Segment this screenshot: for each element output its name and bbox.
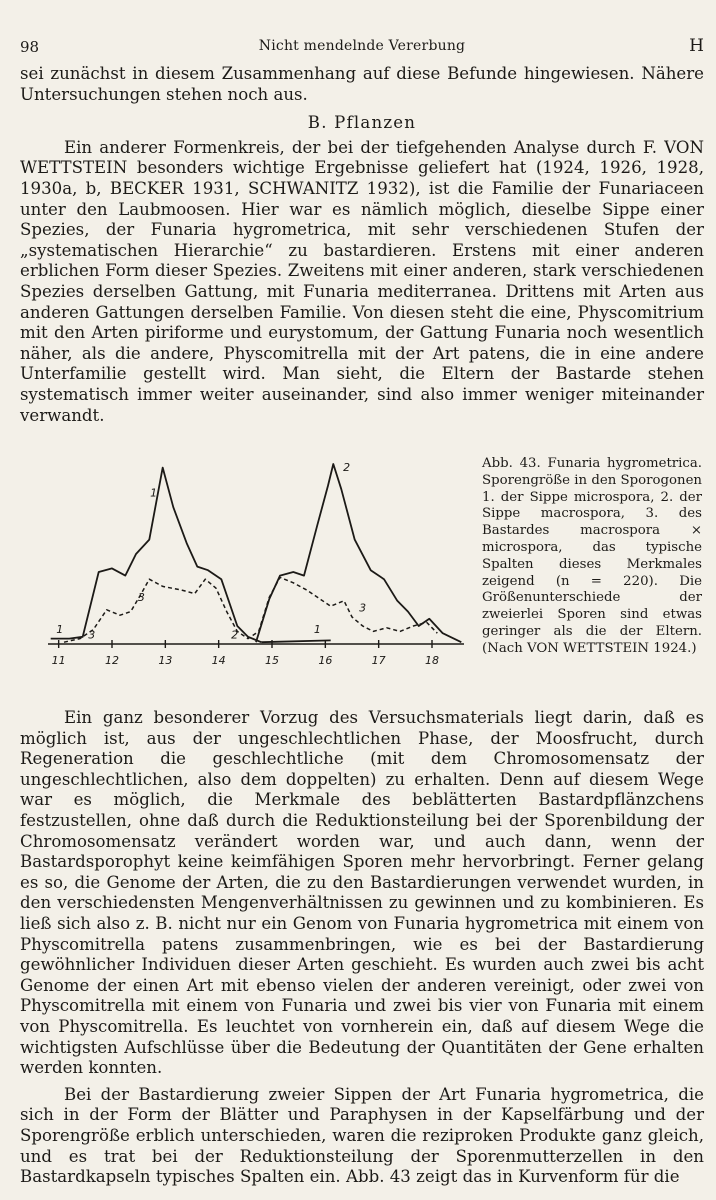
page-number: 98 [20,38,40,56]
page [20,28,704,1188]
running-title: Nicht mendelnde Vererbung [258,38,466,54]
paragraph-2: Ein ganz besonderer Vorzug des Versuchsmaterials liegt darin, daß es möglich ist, aus der ungeschlechtlichen Phase, der Moosfrucht, durch Regeneration die geschlechtliche (mit dem Chromosomensatz der ungeschlechtlichen, also dem doppelten) zu erhalten. Denn auf diesem Wege war es möglich, die Merkmale des beblätterten Bastardpflänzchens festzustellen, ohne daß durch die Reduktionsteilung bei der Sporenbildung der Chromosomensatz verändert worden war, und auch dann, wenn der Bastardsporophyt keine keimfähigen Sporen mehr hervorbringt. Ferner gelang es so, die Genome der Arten, die zu den Bastardierungen verwendet wurden, in den verschiedensten Mengenverhältnissen zu gewinnen und zu kombinieren. Es ließ sich also z. B. nicht nur ein Genom von Funaria hygrometrica mit einem von Physcomitrella patens zusammenbringen, wie es bei der Bastardierung gewöhnlicher Individuen dieser Arten geschieht. Es wurden auch zwei bis acht Genome der einen Art mit ebenso vielen der anderen vereinigt, oder zwei von Physcomitrella mit einem von Funaria und zwei bis vier von Funaria mit einem von Physcomitrella. Es leuchtet von vornherein ein, daß auf diesem Wege die wichtigsten Aufschlüsse über die Bedeutung der Quantitäten der Gene erhalten werden konnten. [20,708,704,1078]
curve-label-6: 1 [313,623,321,637]
page-header [20,28,704,58]
curve-label-7: 3 [359,601,367,615]
series-line-2-1 [256,464,461,642]
series-line-3-3 [64,577,437,642]
curve-label-4: 1 [56,623,64,637]
x-tick-label-13: 13 [158,654,173,668]
paragraph-1: Ein anderer Formenkreis, der bei der tiefgehenden Analyse durch F. VON WETTSTEIN besonders wichtige Ergebnisse geliefert hat (1924, 1926, 1928, 1930a, b, BECKER 1931, SCHWANITZ 1932), ist die Familie der Funariaceen unter den Laubmoosen. Hier war es nämlich möglich, dieselbe Sippe einer Spezies, der Funaria hygrometrica, mit sehr verschiedenen Stufen der „systematischen Hierarchie“ zu bastardieren. Erstens mit einer anderen erblichen Form dieser Spezies. Zweitens mit einer anderen, stark verschiedenen Spezies derselben Gattung, mit Funaria mediterranea. Drittens mit Arten aus anderen Gattungen derselben Familie. Von diesen steht die eine, Physcomitrium mit den Arten piriforme und eurystomum, der Gattung Funaria noch wesentlich näher, als die andere, Physcomitrella mit der Art patens, die in eine andere Unterfamilie gestellt wird. Man sieht, die Eltern der Bastarde stehen systematisch immer weiter auseinander, sind also immer weniger miteinander verwandt. [20,137,704,425]
chart-svg [28,448,468,678]
x-tick-label-17: 17 [371,654,386,668]
x-tick-label-18: 18 [425,654,439,668]
x-tick-label-16: 16 [318,654,333,668]
figure-caption: Abb. 43. Funaria hygrometrica. Sporengröße in den Sporogonen 1. der Sippe microspora, 2. der Sippe macrospora, 3. des Bastardes macrospora × microspora, das typische Spalten dieses Merkmales zeigend (n = 220). Die Größenunterschiede der zweierlei Sporen sind etwas geringer als die der Eltern. (Nach VON WETTSTEIN 1924.) [482,456,702,656]
x-tick-label-11: 11 [51,654,66,668]
figure-43 [20,436,704,708]
paragraph-3: Bei der Bastardierung zweier Sippen der Art Funaria hygrometrica, die sich in der Form der Blätter und Paraphysen in der Kapselfärbung und der Sporengröße erblich unterschieden, waren die reziproken Produkte ganz gleich, und es trat bei der Reduktionsteilung der Sporenmutterzellen in den Bastardkapseln typisches Spalten ein. Abb. 43 zeigt das in Kurvenform für die [20,1084,704,1187]
x-tick-label-14: 14 [211,654,226,668]
section-heading: B. Pflanzen [307,113,417,133]
curve-label-3: 3 [88,628,96,642]
intro-paragraph: sei zunächst in diesem Zusammenhang auf diese Befunde hingewiesen. Nähere Untersuchungen stehen noch aus. [20,64,704,104]
curve-label-2: 3 [137,590,145,604]
curve-label-1: 2 [343,461,351,475]
curve-label-0: 1 [150,486,158,500]
section-letter: H [689,36,704,56]
curve-label-5: 2 [231,628,239,642]
x-tick-label-15: 15 [265,654,279,668]
x-tick-label-12: 12 [105,654,119,668]
spore-size-chart [28,448,468,678]
